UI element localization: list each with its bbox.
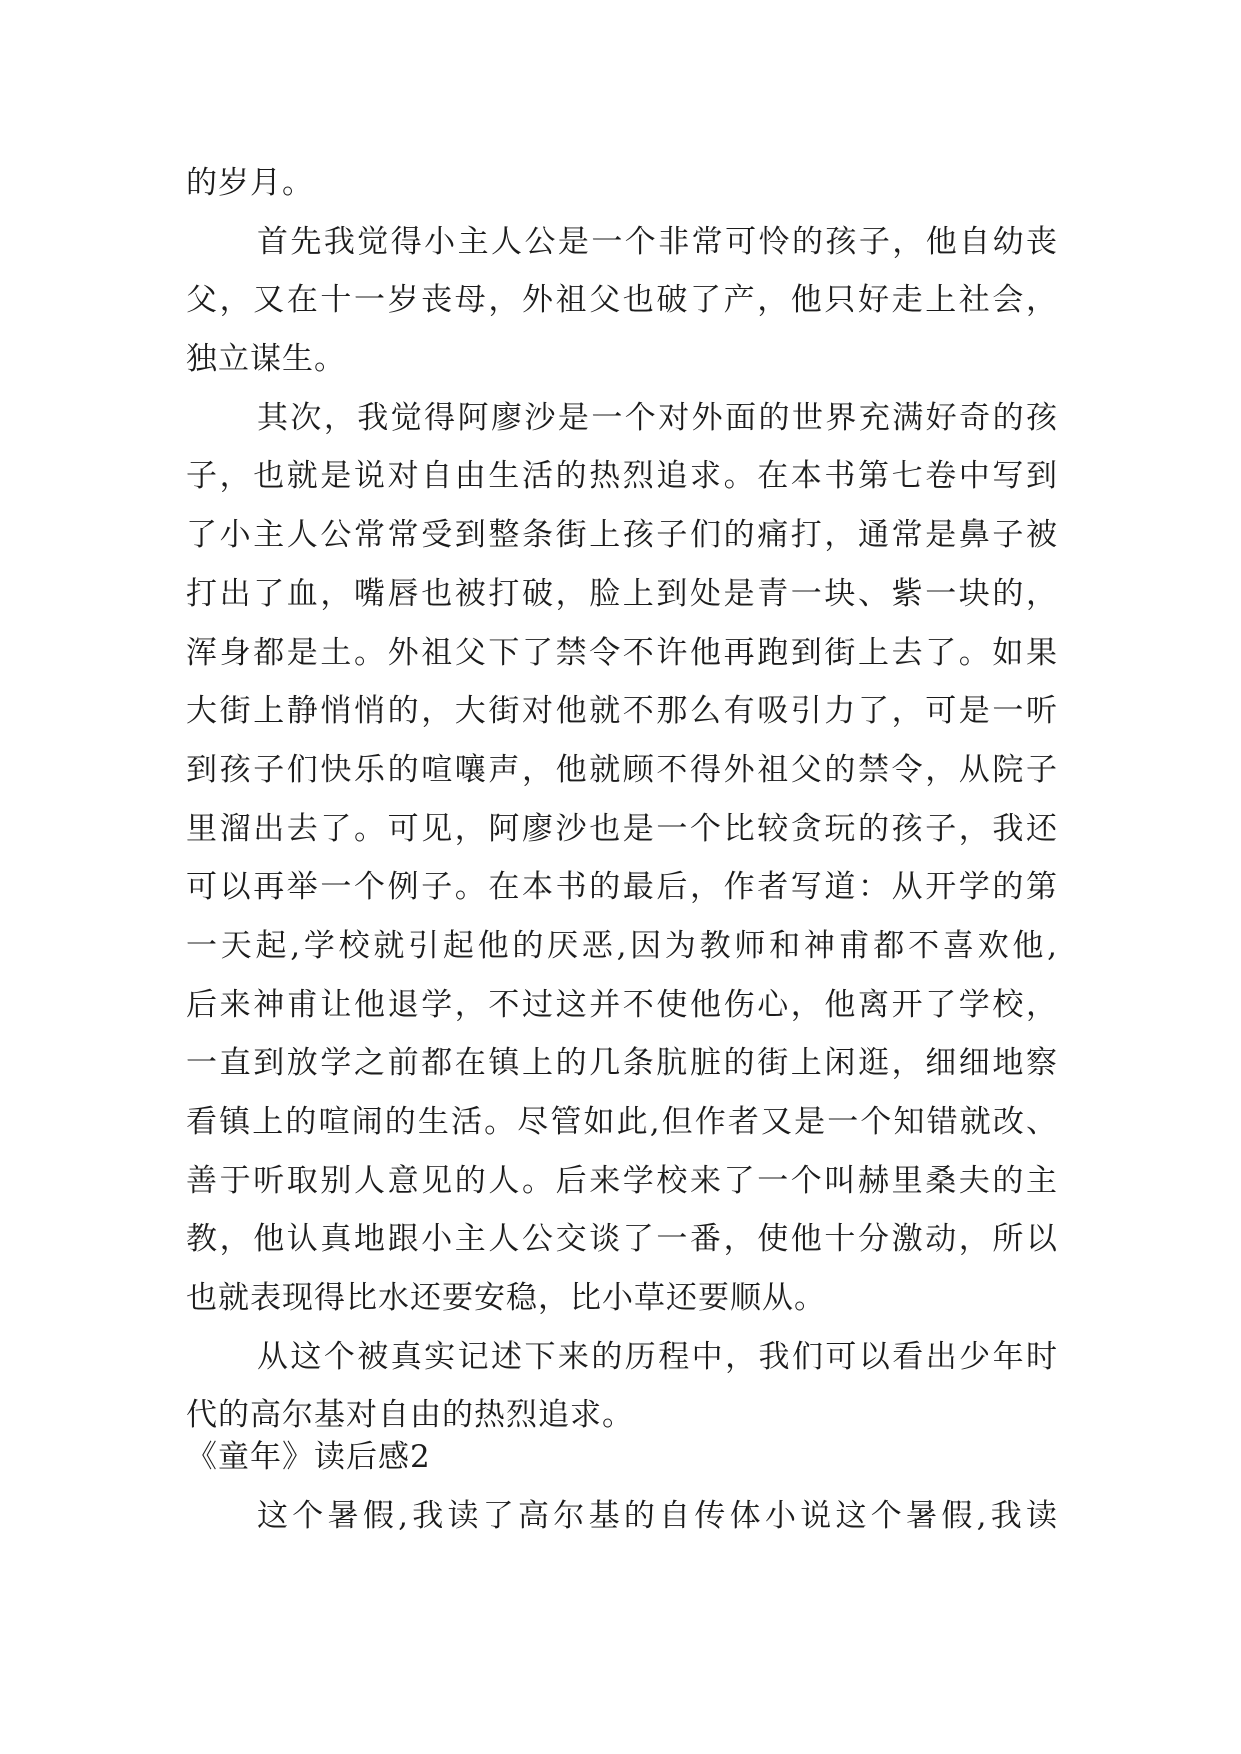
text-line: 浑身都是土。外祖父下了禁令不许他再跑到街上去了。如果 [186,634,1058,671]
text-line: 也就表现得比水还要安稳，比小草还要顺从。 [186,1280,826,1317]
text-line: 打出了血，嘴唇也被打破，脸上到处是青一块、紫一块的， [186,575,1058,612]
text-line: 教，他认真地跟小主人公交谈了一番，使他十分激动，所以 [186,1221,1058,1258]
text-line: 父，又在十一岁丧母，外祖父也破了产，他只好走上社会， [186,282,1058,319]
paragraph [186,213,1058,389]
paragraph [186,389,1058,1328]
text-line: 的岁月。 [186,165,314,201]
text-line: 代的高尔基对自由的热烈追求。 [186,1397,634,1434]
text-line: 善于听取别人意见的人。后来学校来了一个叫赫里桑夫的主 [186,1162,1058,1199]
paragraph [186,154,1058,213]
text-line: 可以再举一个例子。在本书的最后，作者写道：从开学的第 [186,869,1058,906]
document-page [186,154,1058,1546]
text-line: 后来神甫让他退学，不过这并不使他伤心，他离开了学校， [186,986,1058,1023]
text-line: 其次，我觉得阿廖沙是一个对外面的世界充满好奇的孩 [257,399,1058,436]
paragraph [186,1487,1058,1546]
text-line: 首先我觉得小主人公是一个非常可怜的孩子，他自幼丧 [257,223,1058,260]
text-line: 大街上静悄悄的，大街对他就不那么有吸引力了，可是一听 [186,693,1058,730]
text-line: 了小主人公常常受到整条街上孩子们的痛打，通常是鼻子被 [186,517,1058,554]
text-line: 里溜出去了。可见，阿廖沙也是一个比较贪玩的孩子，我还 [186,810,1058,847]
section-heading: 《童年》读后感2 [186,1439,431,1476]
text-line: 看镇上的喧闹的生活。尽管如此,但作者又是一个知错就改、 [186,1104,1058,1140]
text-line: 一天起,学校就引起他的厌恶,因为教师和神甫都不喜欢他, [186,927,1058,964]
text-line: 子，也就是说对自由生活的热烈追求。在本书第七卷中写到 [186,458,1058,495]
text-line: 这个暑假,我读了高尔基的自传体小说这个暑假,我读 [257,1497,1058,1534]
text-line: 到孩子们快乐的喧嚷声，他就顾不得外祖父的禁令，从院子 [186,751,1058,788]
text-line: 从这个被真实记述下来的历程中，我们可以看出少年时 [257,1338,1058,1375]
text-line: 独立谋生。 [186,341,346,378]
text-line: 一直到放学之前都在镇上的几条肮脏的街上闲逛，细细地察 [186,1045,1058,1082]
